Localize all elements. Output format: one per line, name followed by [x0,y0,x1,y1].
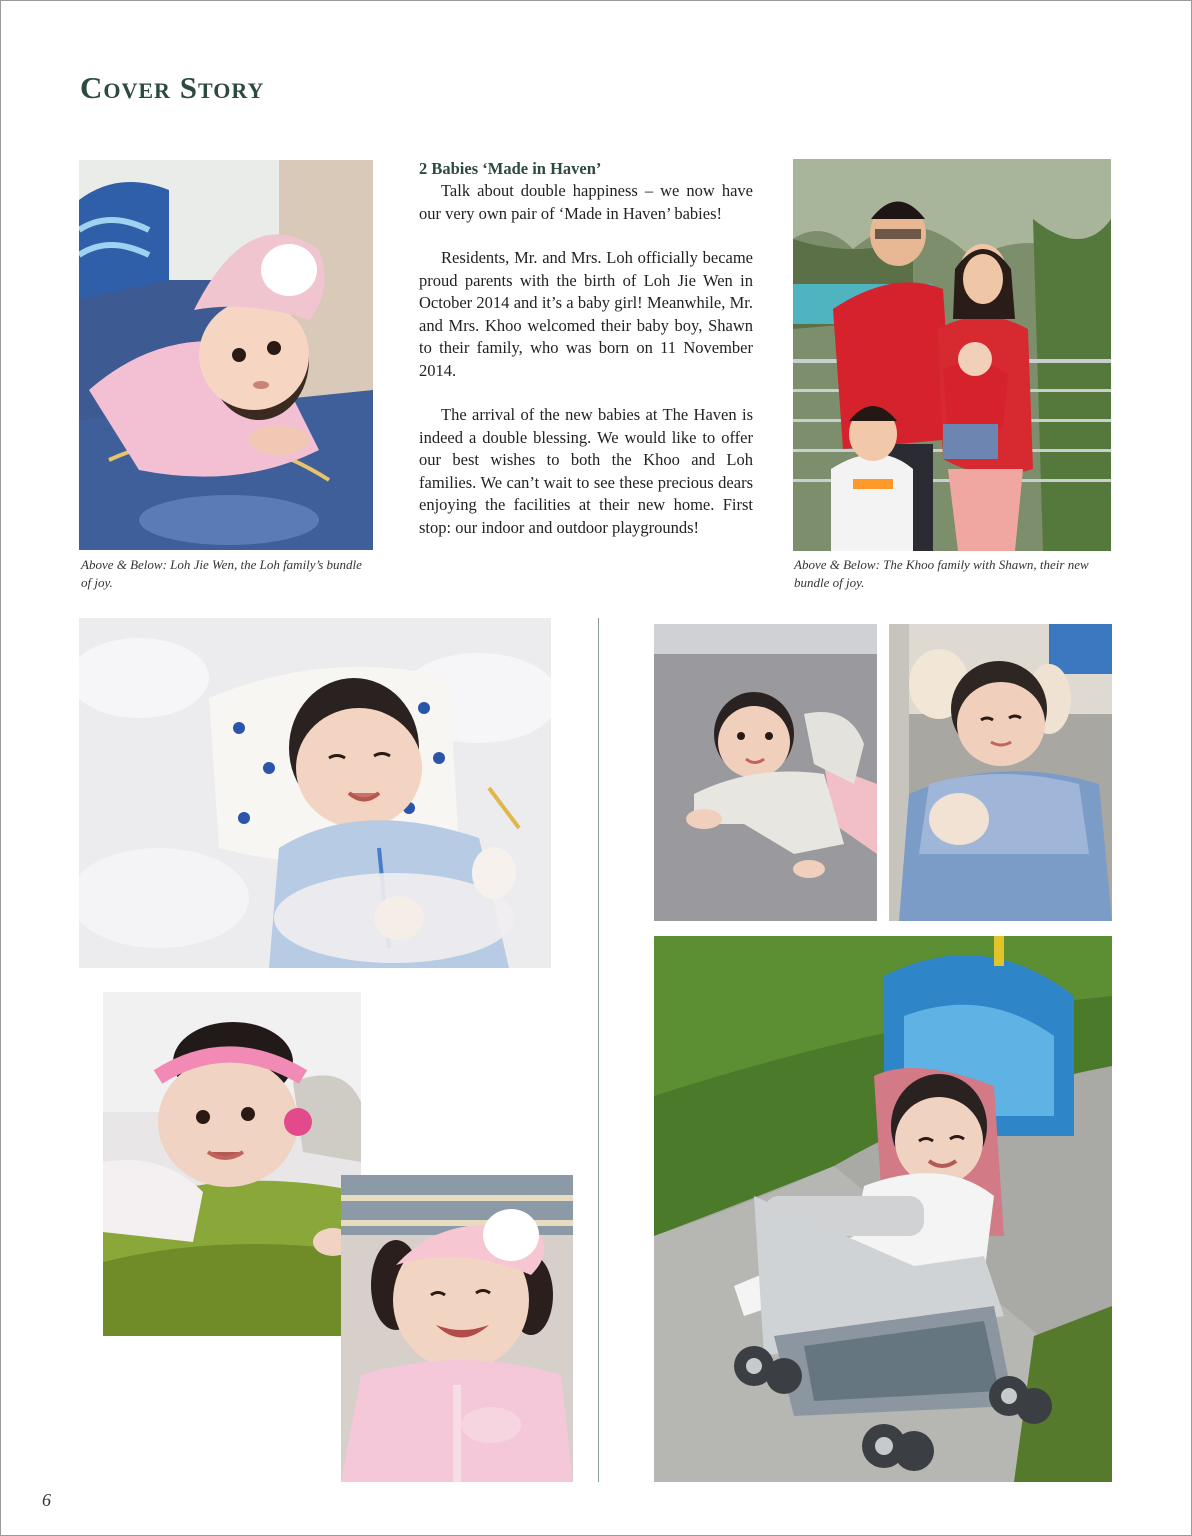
article-paragraph-2: Residents, Mr. and Mrs. Loh officially became proud parents with the birth of Loh Jie Wen in October 2014 and it’s a baby girl! Meanwhile, Mr. and Mrs. Khoo welcomed their baby boy, Shawn to their family, who was born on 11 November 2014. [419,248,753,380]
article-paragraph-3: The arrival of the new babies at The Haven is indeed a double blessing. We would like to offer our best wishes to both the Khoo and Loh families. We can’t wait to see these precious dears enjoying the facilities at their new home. First stop: our indoor and outdoor playgrounds! [419,405,753,537]
photo-baby-blanket [889,624,1112,921]
photo-baby-girl-green [103,992,361,1336]
photo-baby-stroller [654,936,1112,1482]
photo-baby-boy-pillow [79,618,551,968]
section-title: Cover Story [80,70,265,105]
caption-left: Above & Below: Loh Jie Wen, the Loh family’s bundle of joy. [81,557,362,590]
photo-baby-girl-pink-hat [79,160,373,550]
column-divider [598,618,599,1482]
photo-baby-girl-smiling [341,1175,573,1482]
photo-baby-crawling [654,624,877,921]
article-headline: 2 Babies ‘Made in Haven’ [419,159,602,178]
article-paragraph-1: Talk about double happiness – we now have our very own pair of ‘Made in Haven’ babies! [419,181,753,223]
caption-right: Above & Below: The Khoo family with Shawn, their new bundle of joy. [794,557,1089,590]
photo-khoo-family [793,159,1111,551]
article [419,158,753,561]
page-number: 6 [42,1490,51,1510]
